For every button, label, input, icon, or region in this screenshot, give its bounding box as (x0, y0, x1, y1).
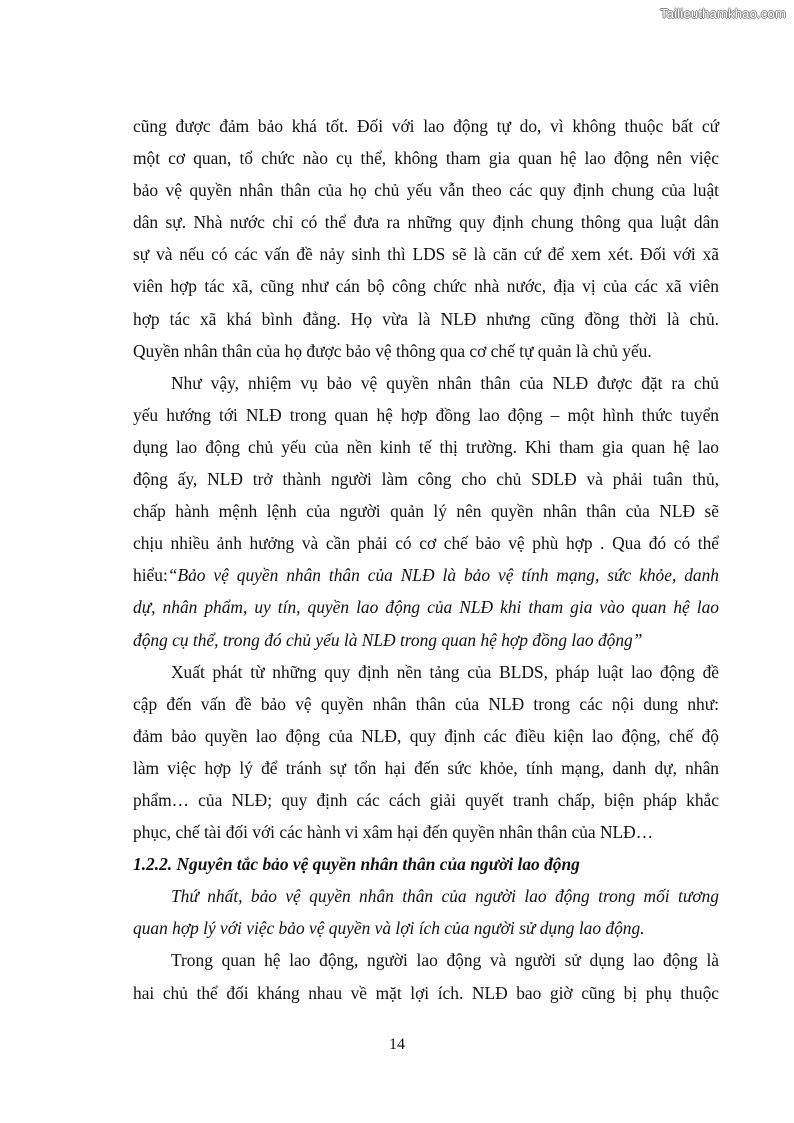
paragraph-line: chịu nhiều ảnh hưởng và cần phải có cơ chế bảo vệ phù hợp . Qua đó có thể (133, 533, 719, 554)
paragraph-line: sự và nếu có các vấn đề nảy sinh thì LDS sẽ là căn cứ để xem xét. Đối với xã (133, 244, 719, 265)
paragraph-line: Quyền nhân thân của họ được bảo vệ thông qua cơ chế tự quản là chủ yếu. (133, 340, 652, 361)
quote-line: động cụ thể, trong đó chủ yếu là NLĐ trong quan hệ hợp đồng lao động” (133, 629, 643, 650)
paragraph-line: phục, chế tài đối với các hành vi xâm hại đến quyền nhân thân của NLĐ… (133, 822, 654, 843)
paragraph-line: hợp tác xã khá bình đẳng. Họ vừa là NLĐ nhưng cũng đồng thời là chủ. (133, 308, 719, 329)
page-body (133, 110, 719, 1009)
paragraph-line: cũng được đảm bảo khá tốt. Đối với lao động tự do, vì không thuộc bất cứ (133, 116, 719, 136)
page-number: 14 (389, 1036, 405, 1053)
quote-text: “Bảo vệ quyền nhân thân của NLĐ là bảo vệ tính mạng, sức khỏe, danh (167, 565, 719, 586)
paragraph-line: làm việc hợp lý để tránh sự tổn hại đến sức khỏe, tính mạng, danh dự, nhân (133, 757, 719, 778)
watermark: Tailieuthamkhao.com (660, 6, 786, 21)
paragraph-line: yếu hướng tới NLĐ trong quan hệ hợp đồng lao động – một hình thức tuyển (133, 404, 719, 425)
paragraph-line: Xuất phát từ những quy định nền tảng của BLDS, pháp luật lao động đề (171, 661, 719, 682)
paragraph-line: viên hợp tác xã, cũng như cán bộ công chức nhà nước, địa vị của các xã viên (133, 276, 719, 297)
paragraph-line-mixed (133, 559, 719, 591)
principle-line: quan hợp lý với việc bảo vệ quyền và lợi ích của người sử dụng lao động. (133, 918, 645, 939)
paragraph-line: chấp hành mệnh lệnh của người quản lý nên quyền nhân thân của NLĐ sẽ (133, 501, 719, 522)
quote-line: dự, nhân phẩm, uy tín, quyền lao động của NLĐ khi tham gia vào quan hệ lao (133, 597, 719, 618)
paragraph-line: đảm bảo quyền lao động của NLĐ, quy định các điều kiện lao động, chế độ (133, 725, 719, 746)
paragraph-line: Như vậy, nhiệm vụ bảo vệ quyền nhân thân của NLĐ được đặt ra chủ (171, 372, 719, 393)
paragraph-line: động ấy, NLĐ trở thành người làm công cho chủ SDLĐ và phải tuân thủ, (133, 469, 719, 490)
paragraph-line: bảo vệ quyền nhân thân của họ chủ yếu vẫn theo các quy định chung của luật (133, 180, 719, 201)
section-heading: 1.2.2. Nguyên tắc bảo vệ quyền nhân thân của người lao động (133, 854, 580, 875)
paragraph-line: dân sự. Nhà nước chỉ có thể đưa ra những quy định chung thông qua luật dân (133, 212, 719, 233)
paragraph-line: Trong quan hệ lao động, người lao động và người sử dụng lao động là (171, 950, 719, 971)
paragraph-line: cập đến vấn đề bảo vệ quyền nhân thân của NLĐ trong các nội dung như: (133, 693, 719, 714)
paragraph-line: hai chủ thể đối kháng nhau về mặt lợi ích. NLĐ bao giờ cũng bị phụ thuộc (133, 982, 719, 1003)
principle-line: Thứ nhất, bảo vệ quyền nhân thân của người lao động trong mối tương (171, 886, 719, 907)
quote-lead: hiểu: (133, 565, 168, 586)
paragraph-line: dụng lao động chủ yếu của nền kinh tế thị trường. Khi tham gia quan hệ lao (133, 436, 719, 457)
paragraph-line: một cơ quan, tổ chức nào cụ thể, không tham gia quan hệ lao động nên việc (133, 148, 719, 169)
paragraph-line: phẩm… của NLĐ; quy định các cách giải quyết tranh chấp, biện pháp khắc (133, 789, 719, 810)
